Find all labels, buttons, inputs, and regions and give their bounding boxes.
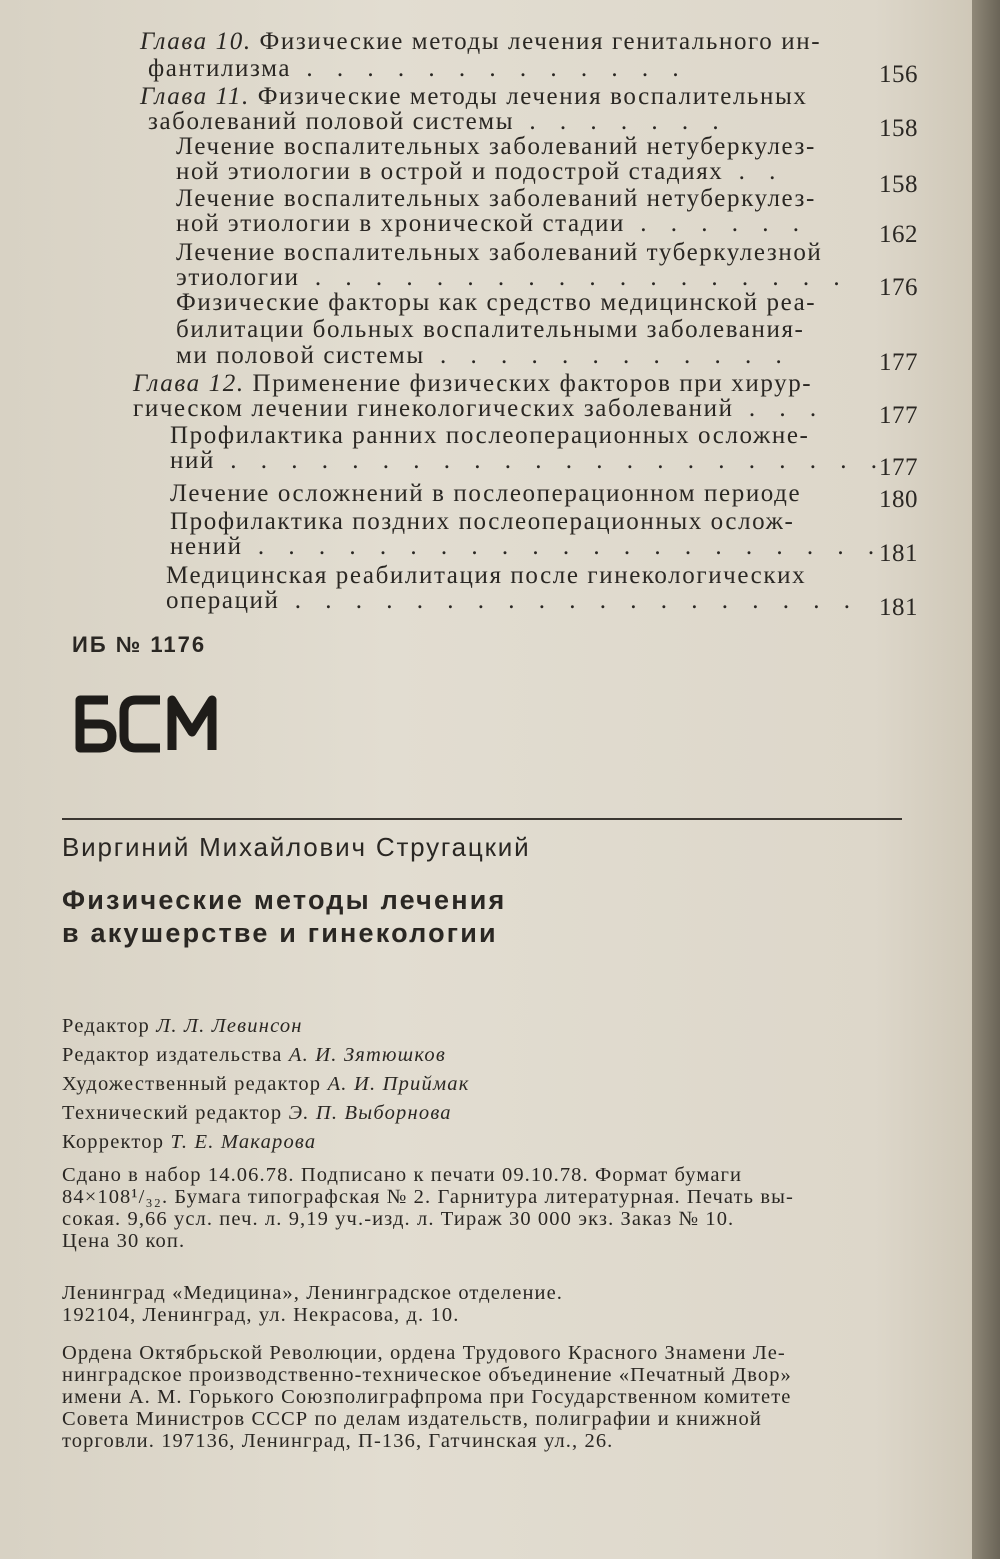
publisher-address: Ленинград «Медицина», Ленинградское отделение. 192104, Ленинград, ул. Некрасова, д. 10.: [62, 1282, 564, 1326]
bsm-logo-icon: [70, 692, 220, 756]
toc-page-number: 181: [879, 540, 918, 567]
toc-line: гическом лечении гинекологических заболеваний . . .: [133, 395, 826, 422]
toc-line: Физические факторы как средство медицинской реа-: [176, 289, 817, 316]
toc-page-number: 177: [879, 349, 918, 376]
toc-page-number: 180: [879, 486, 918, 513]
toc-line: фантилизма . . . . . . . . . . . . .: [148, 55, 688, 82]
toc-line: ний . . . . . . . . . . . . . . . . . . . . . .: [170, 447, 886, 474]
toc-page-number: 158: [879, 171, 918, 198]
toc-page-number: 177: [879, 402, 918, 429]
toc-page-number: 158: [879, 115, 918, 142]
page-edge: [972, 0, 1000, 1559]
chapter-label: Глава 12.: [133, 370, 245, 397]
toc-line: нений . . . . . . . . . . . . . . . . . . . . .: [170, 533, 884, 560]
imprint-details: Сдано в набор 14.06.78. Подписано к печати 09.10.78. Формат бумаги 84×108¹/₃₂. Бумага типографская № 2. Гарнитура литературная. Печать вы- сокая. 9,66 усл. печ. л. 9,19 уч.-изд. л. Тираж 30 000 экз. Заказ № 10. Цена 30 коп.: [62, 1164, 794, 1252]
credit-row: Технический редактор Э. П. Выборнова: [62, 1102, 452, 1124]
toc-line: билитации больных воспалительными заболевания-: [176, 316, 805, 343]
toc-page-number: 176: [879, 274, 918, 301]
toc-line: Профилактика поздних послеоперационных ослож-: [170, 508, 795, 535]
toc-page-number: 177: [879, 454, 918, 481]
chapter-label: Глава 11.: [140, 83, 250, 110]
toc-line: ной этиологии в острой и подострой стадиях . .: [176, 158, 785, 185]
credit-row: Редактор Л. Л. Левинсон: [62, 1015, 303, 1037]
toc-line: Профилактика ранних послеоперационных осложне-: [170, 422, 810, 449]
credit-row: Корректор Т. Е. Макарова: [62, 1131, 317, 1153]
divider: [62, 818, 902, 820]
toc-page-number: 181: [879, 594, 918, 621]
credit-row: Редактор издательства А. И. Зятюшков: [62, 1044, 446, 1066]
toc-line: Лечение воспалительных заболеваний нетуберкулез-: [176, 133, 816, 160]
toc-line: Глава 10. Физические методы лечения генитального ин-: [140, 28, 822, 55]
author-name: Виргиний Михайлович Стругацкий: [62, 832, 531, 862]
toc-line: заболеваний половой системы . . . . . . .: [148, 108, 728, 135]
printer-info: Ордена Октябрьской Революции, ордена Трудового Красного Знамени Ле- нинградское производственно-техническое объединение «Печатный Двор» имени А. М. Горького Союзполиграфпрома при Государственном комитете Совета Министров СССР по делам издательств, полиграфии и книжной торговли. 197136, Ленинград, П-136, Гатчинская ул., 26.: [62, 1342, 792, 1452]
credits-list: [62, 1012, 469, 1157]
toc-page-number: 162: [879, 221, 918, 248]
chapter-label: Глава 10.: [140, 28, 252, 55]
toc-line: Лечение воспалительных заболеваний нетуберкулез-: [176, 185, 816, 212]
toc-line: Медицинская реабилитация после гинекологических: [166, 562, 807, 589]
toc-line: Лечение воспалительных заболеваний туберкулезной: [176, 239, 823, 266]
ib-number: ИБ № 1176: [72, 632, 207, 657]
toc-line: этиологии . . . . . . . . . . . . . . . . . .: [176, 264, 849, 291]
toc-line: операций . . . . . . . . . . . . . . . . . . .: [166, 587, 860, 614]
toc-page-number: 156: [879, 61, 918, 88]
toc-line: Лечение осложнений в послеоперационном периоде: [170, 480, 802, 507]
credit-row: Художественный редактор А. И. Приймак: [62, 1073, 470, 1095]
toc-line: ми половой системы . . . . . . . . . . . .: [176, 342, 791, 369]
toc-line: ной этиологии в хронической стадии . . . . . .: [176, 210, 808, 237]
toc-line: Глава 12. Применение физических факторов при хирур-: [133, 370, 813, 397]
toc-line: Глава 11. Физические методы лечения воспалительных: [140, 83, 808, 110]
publisher-logo: [70, 692, 220, 761]
book-title: Физические методы лечения в акушерстве и гинекологии: [62, 885, 507, 948]
